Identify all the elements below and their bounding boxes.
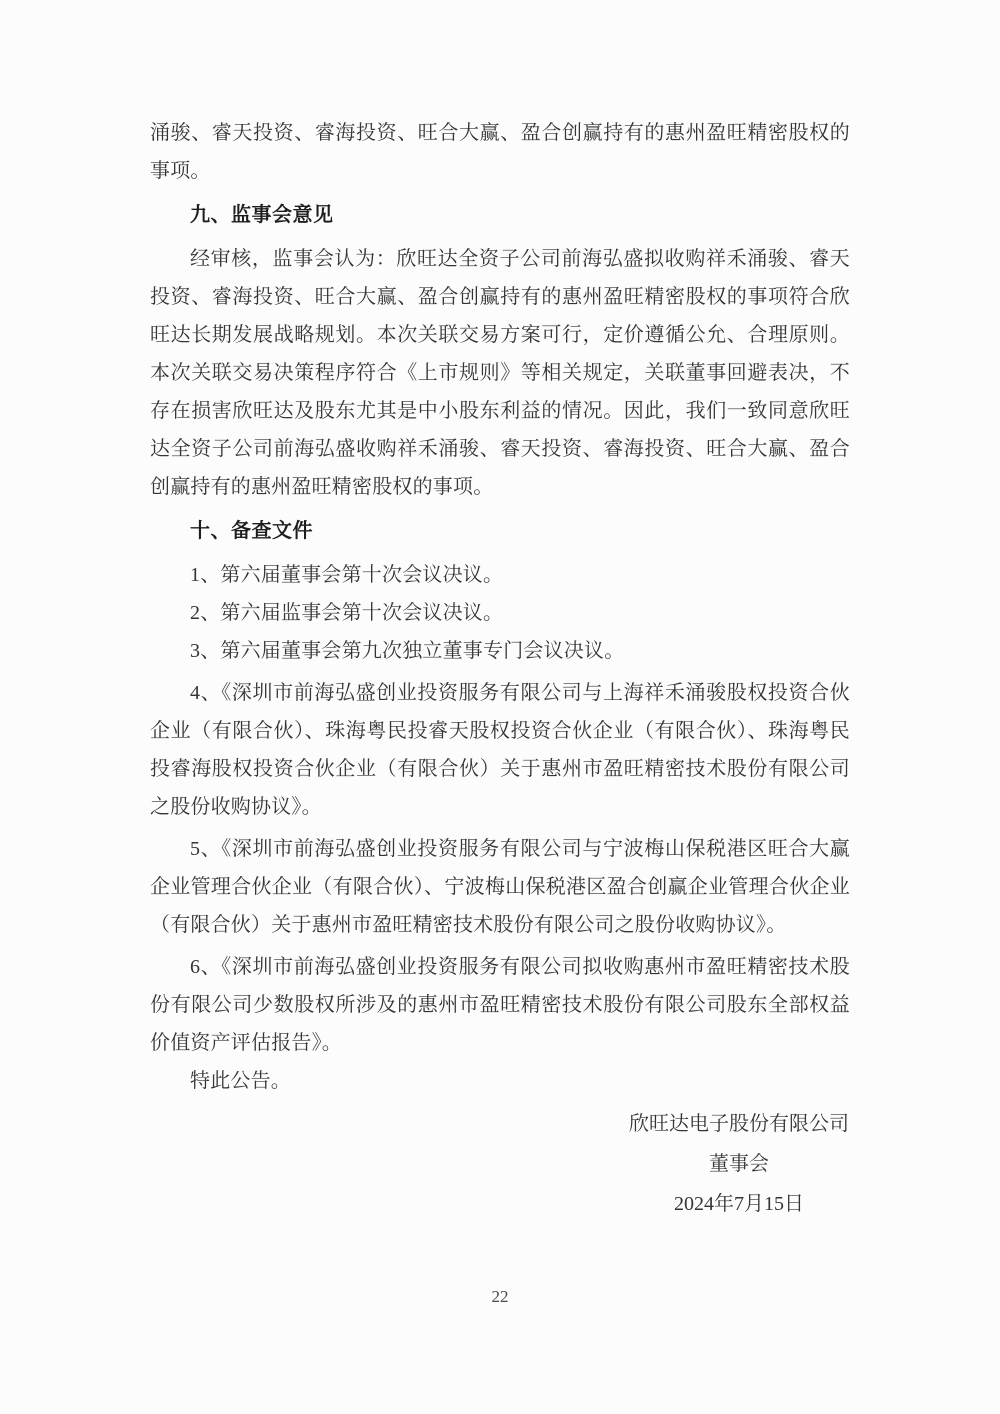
section-heading-supervisory-opinion: 九、监事会意见 — [190, 204, 334, 226]
page-number: 22 — [491, 1287, 509, 1306]
signature-date: 2024年7月15日 — [674, 1193, 804, 1215]
list-item-resolution-independent-directors: 3、第六届董事会第九次独立董事专门会议决议。 — [190, 640, 625, 662]
signature-issuer: 董事会 — [709, 1153, 769, 1175]
paragraph-closing: 特此公告。 — [190, 1070, 291, 1092]
signature-block — [628, 1104, 850, 1224]
list-item-resolution-supervisory: 2、第六届监事会第十次会议决议。 — [190, 602, 504, 624]
section-heading-reference-documents: 十、备查文件 — [190, 520, 313, 542]
paragraph-supervisory-opinion: 经审核，监事会认为：欣旺达全资子公司前海弘盛拟收购祥禾涌骏、睿天投资、睿海投资、旺合大赢、盈合创赢持有的惠州盈旺精密股权的事项符合欣旺达长期发展战略规划。本次关联交易方案可行，定价遵循公允、合理原则。本次关联交易决策程序符合《上市规则》等相关规定，关联董事回避表决，不存在损害欣旺达及股东尤其是中小股东利益的情况。因此，我们一致同意欣旺达全资子公司前海弘盛收购祥禾涌骏、睿天投资、睿海投资、旺合大赢、盈合创赢持有的惠州盈旺精密股权的事项。 — [150, 248, 850, 498]
list-item-agreement-shanghai-zhuhai: 4、《深圳市前海弘盛创业投资服务有限公司与上海祥禾涌骏股权投资合伙企业（有限合伙）、珠海粤民投睿天股权投资合伙企业（有限合伙）、珠海粤民投睿海股权投资合伙企业（有限合伙）关于惠州市盈旺精密技术股份有限公司之股份收购协议》。 — [150, 682, 850, 818]
signature-company: 欣旺达电子股份有限公司 — [629, 1113, 849, 1135]
list-item-agreement-ningbo: 5、《深圳市前海弘盛创业投资服务有限公司与宁波梅山保税港区旺合大赢企业管理合伙企业（有限合伙）、宁波梅山保税港区盈合创赢企业管理合伙企业（有限合伙）关于惠州市盈旺精密技术股份有限公司之股份收购协议》。 — [150, 838, 850, 936]
list-item-asset-valuation-report: 6、《深圳市前海弘盛创业投资服务有限公司拟收购惠州市盈旺精密技术股份有限公司少数股权所涉及的惠州市盈旺精密技术股份有限公司股东全部权益价值资产评估报告》。 — [150, 956, 850, 1054]
paragraph-continuation: 涌骏、睿天投资、睿海投资、旺合大赢、盈合创赢持有的惠州盈旺精密股权的事项。 — [150, 122, 850, 182]
list-item-resolution-board: 1、第六届董事会第十次会议决议。 — [190, 564, 504, 586]
